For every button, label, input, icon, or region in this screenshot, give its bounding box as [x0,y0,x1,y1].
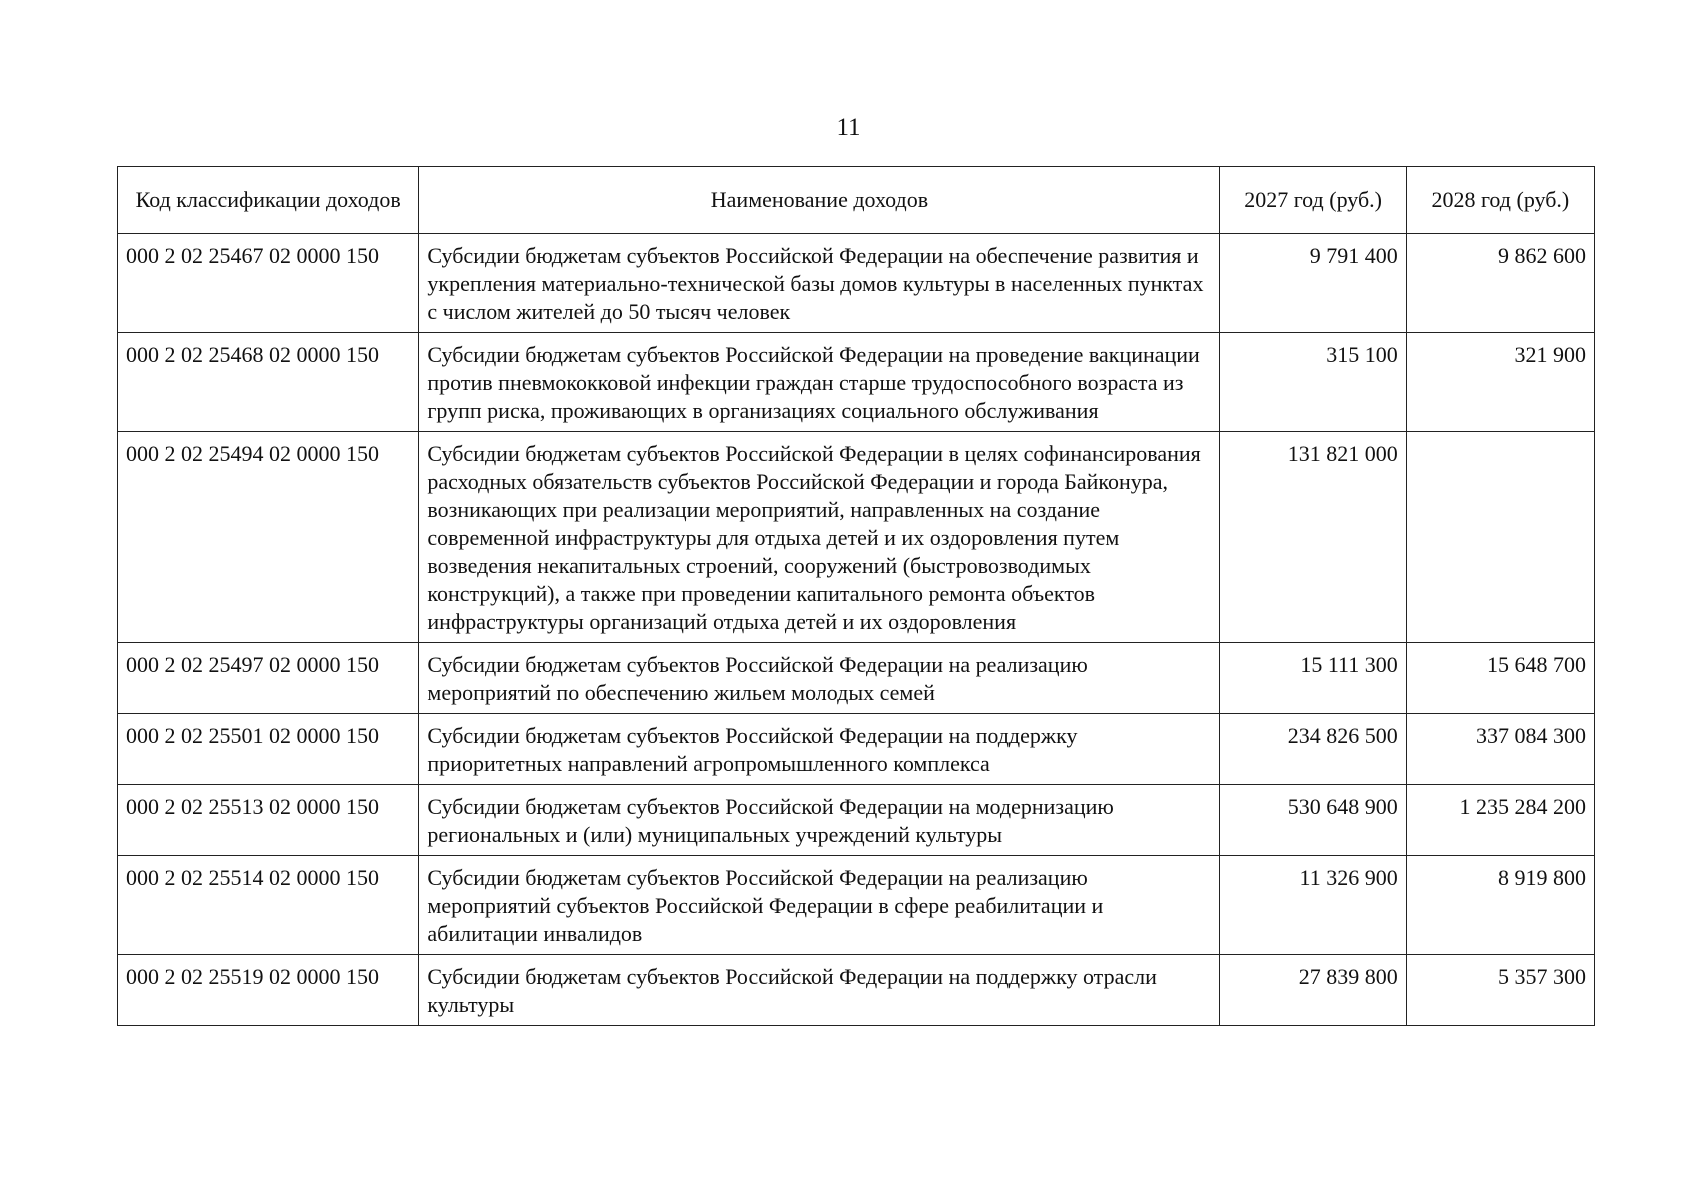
row-code: 000 2 02 25514 02 0000 150 [118,856,419,955]
table-row [118,432,1595,643]
row-name: Субсидии бюджетам субъектов Российской Федерации на модернизацию региональных и (или) муниципальных учреждений культуры [419,785,1220,856]
revenue-table [117,166,1595,1026]
row-amount-2028: 8 919 800 [1406,856,1594,955]
row-name: Субсидии бюджетам субъектов Российской Федерации на поддержку приоритетных направлений агропромышленного комплекса [419,714,1220,785]
row-name: Субсидии бюджетам субъектов Российской Федерации в целях софинансирования расходных обязательств субъектов Российской Федерации и города Байконура, возникающих при реализации мероприятий, направленных на создание современной инфраструктуры для отдыха детей и их оздоровления путем возведения некапитальных строений, сооружений (быстровозводимых конструкций), а также при проведении капитального ремонта объектов инфраструктуры организаций отдыха детей и их оздоровления [419,432,1220,643]
row-code: 000 2 02 25501 02 0000 150 [118,714,419,785]
table-header-row [118,167,1595,234]
row-amount-2027: 15 111 300 [1220,643,1406,714]
row-amount-2028 [1406,432,1594,643]
row-amount-2028: 337 084 300 [1406,714,1594,785]
row-amount-2028: 5 357 300 [1406,955,1594,1026]
row-amount-2027: 315 100 [1220,333,1406,432]
table-row [118,955,1595,1026]
row-name: Субсидии бюджетам субъектов Российской Федерации на реализацию мероприятий субъектов Российской Федерации в сфере реабилитации и абилитации инвалидов [419,856,1220,955]
table-row [118,785,1595,856]
row-amount-2027: 11 326 900 [1220,856,1406,955]
row-code: 000 2 02 25494 02 0000 150 [118,432,419,643]
row-amount-2028: 15 648 700 [1406,643,1594,714]
table-row [118,714,1595,785]
header-name: Наименование доходов [419,167,1220,234]
row-name: Субсидии бюджетам субъектов Российской Федерации на проведение вакцинации против пневмококковой инфекции граждан старше трудоспособного возраста из групп риска, проживающих в организациях социального обслуживания [419,333,1220,432]
row-amount-2028: 9 862 600 [1406,234,1594,333]
row-code: 000 2 02 25467 02 0000 150 [118,234,419,333]
row-amount-2028: 1 235 284 200 [1406,785,1594,856]
row-amount-2027: 530 648 900 [1220,785,1406,856]
row-code: 000 2 02 25468 02 0000 150 [118,333,419,432]
row-code: 000 2 02 25519 02 0000 150 [118,955,419,1026]
table-row [118,333,1595,432]
row-code: 000 2 02 25513 02 0000 150 [118,785,419,856]
header-code: Код классификации доходов [118,167,419,234]
row-amount-2028: 321 900 [1406,333,1594,432]
row-amount-2027: 27 839 800 [1220,955,1406,1026]
row-name: Субсидии бюджетам субъектов Российской Федерации на реализацию мероприятий по обеспечению жильем молодых семей [419,643,1220,714]
table-row [118,643,1595,714]
header-2027: 2027 год (руб.) [1220,167,1406,234]
header-2028: 2028 год (руб.) [1406,167,1594,234]
row-amount-2027: 9 791 400 [1220,234,1406,333]
row-amount-2027: 131 821 000 [1220,432,1406,643]
table-row [118,856,1595,955]
page-number: 11 [836,114,861,141]
row-name: Субсидии бюджетам субъектов Российской Федерации на обеспечение развития и укрепления материально-технической базы домов культуры в населенных пунктах с числом жителей до 50 тысяч человек [419,234,1220,333]
row-name: Субсидии бюджетам субъектов Российской Федерации на поддержку отрасли культуры [419,955,1220,1026]
row-code: 000 2 02 25497 02 0000 150 [118,643,419,714]
row-amount-2027: 234 826 500 [1220,714,1406,785]
table-row [118,234,1595,333]
